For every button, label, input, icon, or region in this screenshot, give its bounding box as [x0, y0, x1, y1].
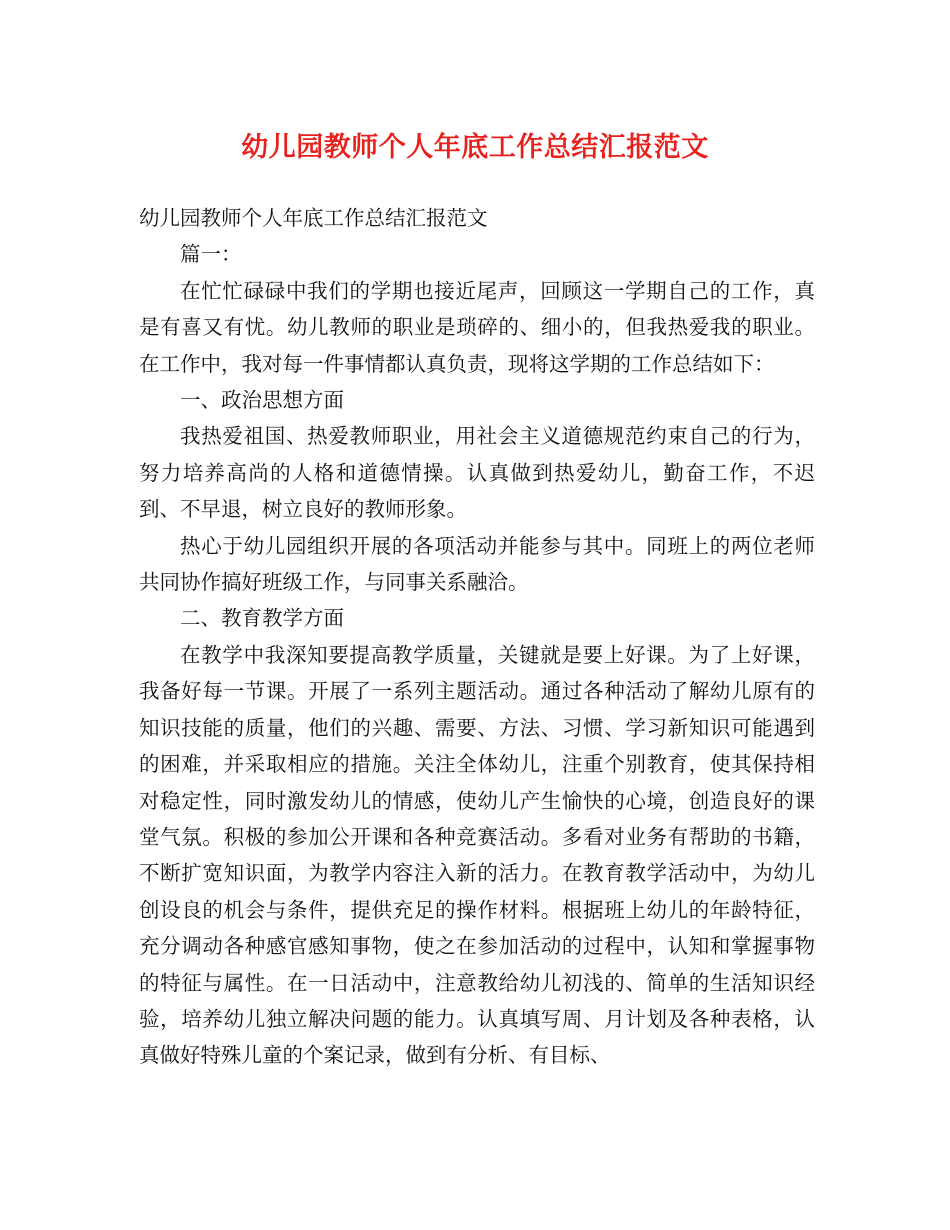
section-heading: 二、教育教学方面: [180, 606, 344, 631]
paragraph: 热心于幼儿园组织开展的各项活动并能参与其中。同班上的两位老师共同协作搞好班级工作，与同事关系融洽。: [139, 533, 815, 595]
document-title: 幼儿园教师个人年底工作总结汇报范文: [241, 132, 709, 163]
paragraph: 我热爱祖国、热爱教师职业，用社会主义道德规范约束自己的行为，努力培养高尚的人格和道德情操。认真做到热爱幼儿，勤奋工作，不迟到、不早退，树立良好的教师形象。: [139, 424, 815, 522]
paragraph: 幼儿园教师个人年底工作总结汇报范文: [139, 206, 488, 230]
paragraph: 在教学中我深知要提高教学质量，关键就是要上好课。为了上好课，我备好每一节课。开展了一系列主题活动。通过各种活动了解幼儿原有的知识技能的质量，他们的兴趣、需要、方法、习惯、学习新知识可能遇到的困难，并采取相应的措施。关注全体幼儿，注重个别教育，使其保持相对稳定性，同时激发幼儿的情感，使幼儿产生愉快的心境，创造良好的课堂气氛。积极的参加公开课和各种竞赛活动。多看对业务有帮助的书籍，不断扩宽知识面，为教学内容注入新的活力。在教育教学活动中，为幼儿创设良的机会与条件，提供充足的操作材料。根据班上幼儿的年龄特征，充分调动各种感官感知事物，使之在参加活动的过程中，认知和掌握事物的特征与属性。在一日活动中，注意教给幼儿初浅的、简单的生活知识经验，培养幼儿独立解决问题的能力。认真填写周、月计划及各种表格，认真做好特殊儿童的个案记录，做到有分析、有目标、: [139, 642, 815, 1068]
paragraph: 篇一：: [180, 242, 242, 267]
paragraph: 在忙忙碌碌中我们的学期也接近尾声，回顾这一学期自己的工作，真是有喜又有忧。幼儿教师的职业是琐碎的、细小的，但我热爱我的职业。在工作中，我对每一件事情都认真负责，现将这学期的工作总结如下：: [139, 278, 815, 376]
document-body: [139, 200, 815, 1074]
section-heading: 一、政治思想方面: [180, 388, 344, 413]
